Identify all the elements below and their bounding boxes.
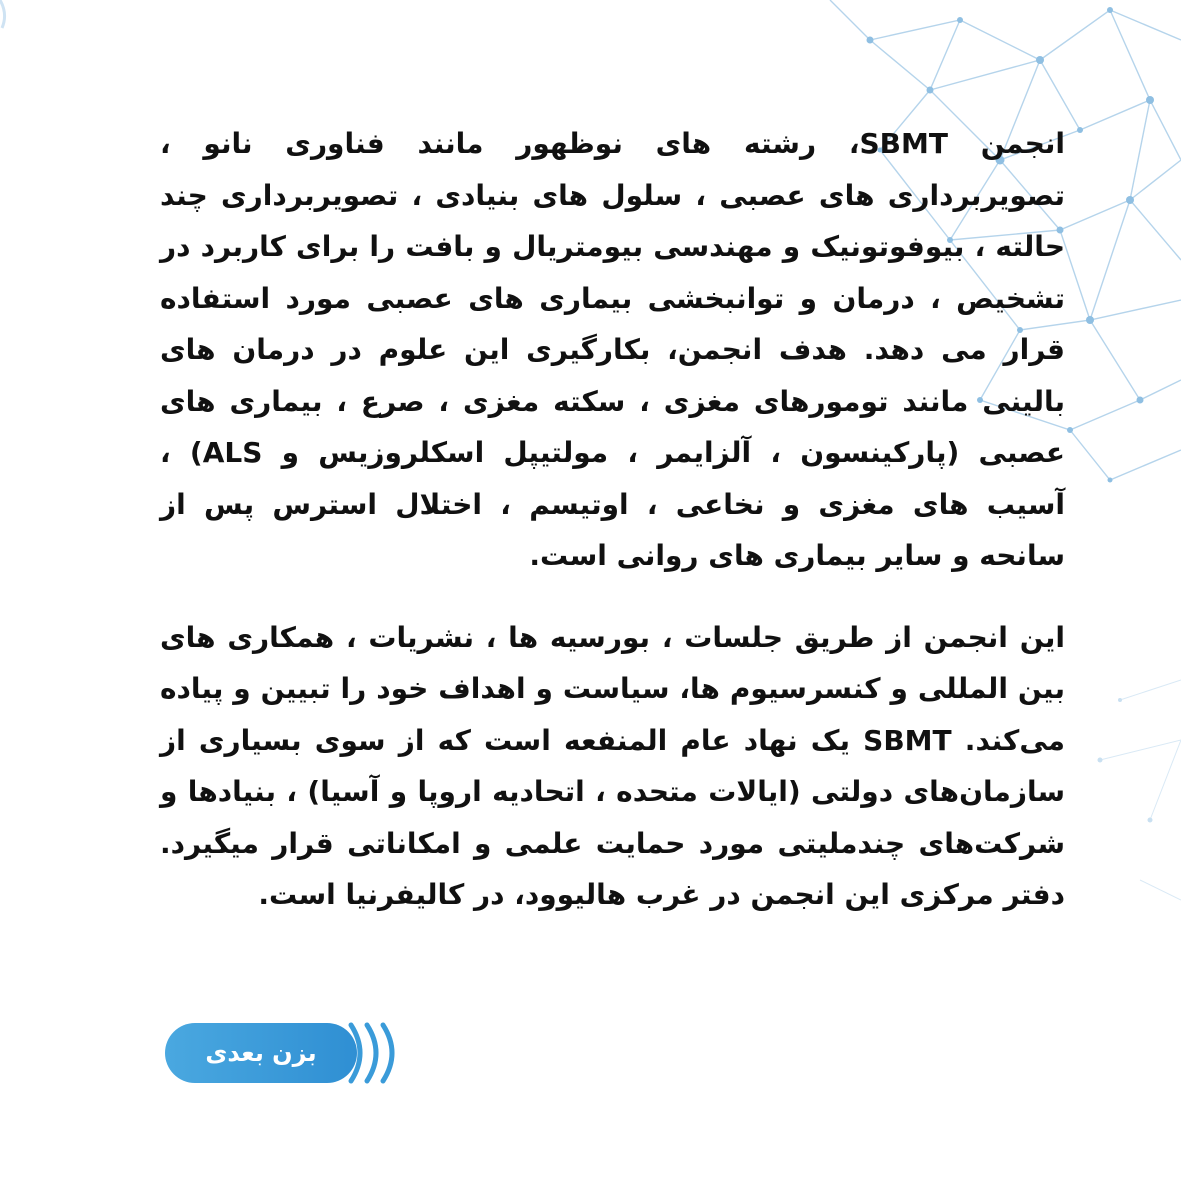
- triple-chevron-right-icon: [343, 1019, 405, 1087]
- next-button-label: بزن بعدی: [205, 1039, 317, 1067]
- next-button-pill[interactable]: [165, 1023, 357, 1083]
- article-paragraph-2: این انجمن از طریق جلسات ، بورسیه ها ، نشریات ، همکاری های بین المللی و کنسرسیوم ها، سیاست و اهداف خود را تبیین و پیاده می‌کند. SBMT یک نهاد عام المنفعه است که از سوی بسیاری از سازمان‌های دولتی (ایالات متحده ، اتحادیه اروپا و آسیا) ، بنیادها و شرکت‌های چندملیتی مورد حمایت علمی و امکاناتی قرار میگیرد. دفتر مرکزی این انجمن در غرب هالیوود، در کالیفرنیا است.: [160, 620, 1065, 911]
- article-body: [160, 118, 1065, 921]
- article-paragraph-1: انجمن SBMT، رشته های نوظهور مانند فناوری نانو ، تصویربرداری های عصبی ، سلول های بنیادی ، تصویربرداری چند حالته ، بیوفوتونیک و مهندسی بیومتریال و بافت را برای کاربرد در تشخیص ، درمان و توانبخشی بیماری های عصبی مورد استفاده قرار می دهد. هدف انجمن، بکارگیری این علوم در درمان های بالینی مانند تومورهای مغزی ، سکته مغزی ، صرع ، بیماری های عصبی (پارکینسون ، آلزایمر ، مولتیپل اسکلروزیس و ALS) ، آسیب های مغزی و نخاعی ، اوتیسم ، اختلال استرس پس از سانحه و سایر بیماری های روانی است.: [160, 127, 1065, 572]
- next-button[interactable]: [165, 1019, 405, 1087]
